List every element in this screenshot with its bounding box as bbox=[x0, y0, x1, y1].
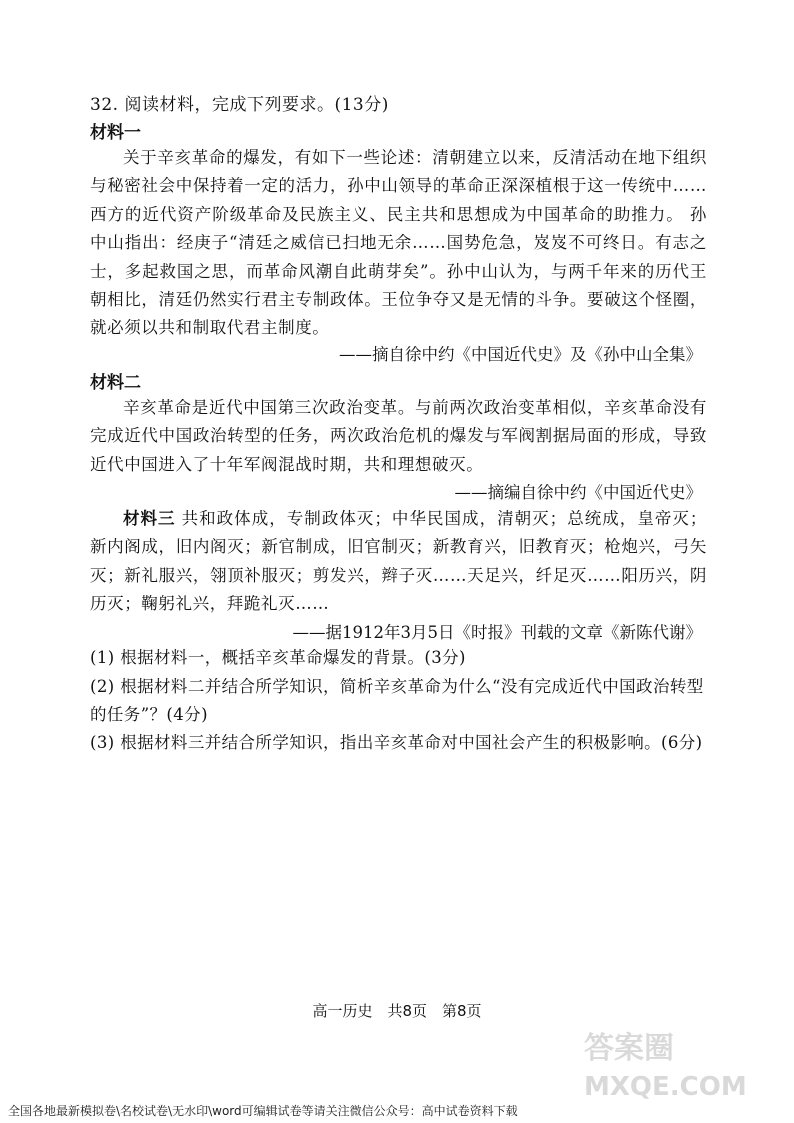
question-2: (2) 根据材料二并结合所学知识，简析辛亥革命为什么“没有完成近代中国政治转型的任务”？(4分) bbox=[90, 677, 704, 725]
material1-text: 关于辛亥革命的爆发，有如下一些论述：清朝建立以来，反清活动在地下组织与秘密社会中保持着一定的活力，孙中山领导的革命正深深植根于这一传统中……西方的近代资产阶级革命及民族主义、民主共和思想成为中国革命的助推力。 孙中山指出：经庚子“清廷之威信已扫地无余……国势危急，岌岌不可终日。有志之士，多起救国之思，而革命风潮自此萌芽矣”。孙中山认为，与两千年来的历代王朝相比，清廷仍然实行君主专制政体。王位争夺又是无情的斗争。要破这个怪圈，就必须以共和制取代君主制度。 bbox=[90, 148, 707, 338]
question-1: (1) 根据材料一，概括辛亥革命爆发的背景。(3分) bbox=[90, 648, 466, 667]
question-3: (3) 根据材料三并结合所学知识，指出辛亥革命对中国社会产生的积极影响。(6分) bbox=[90, 733, 703, 752]
question-title: 32. 阅读材料，完成下列要求。(13分) bbox=[90, 95, 389, 115]
material3-text: 共和政体成，专制政体灭；中华民国成，清朝灭；总统成，皇帝灭；新内阁成，旧内阁灭；新官制成，旧官制灭；新教育兴，旧教育灭；枪炮兴，弓矢灭；新礼服兴，翎顶补服灭；剪发兴，辫子灭……天足兴，纤足灭……阳历兴，阴历灭；鞠躬礼兴，拜跪礼灭…… bbox=[90, 509, 707, 614]
svg-text:MXQE.COM: MXQE.COM bbox=[584, 1072, 747, 1102]
material2-source: ——摘编自徐中约《中国近代史》 bbox=[454, 483, 702, 502]
material3-source: ——据1912年3月5日《时报》刊载的文章《新陈代谢》 bbox=[292, 623, 702, 642]
page-footer: 高一历史 共8页 第8页 bbox=[312, 1002, 482, 1020]
material3-heading: 材料三 bbox=[123, 509, 176, 528]
site-logo-watermark bbox=[574, 1023, 774, 1103]
bottom-note: 全国各地最新模拟卷\名校试卷\无水印\word可编辑试卷等请关注微信公众号：高中试卷资料下载 bbox=[8, 1104, 518, 1118]
svg-text:答案圈: 答案圈 bbox=[584, 1031, 674, 1066]
material2-heading: 材料二 bbox=[90, 373, 141, 393]
material3-block bbox=[90, 505, 707, 619]
material1-heading: 材料一 bbox=[90, 123, 141, 143]
material2-text: 辛亥革命是近代中国第三次政治变革。与前两次政治变革相似，辛亥革命没有完成近代中国政治转型的任务，两次政治危机的爆发与军阀割据局面的形成，导致近代中国进入了十年军阀混战时期，共和理想破灭。 bbox=[90, 398, 707, 474]
material1-source: ——摘自徐中约《中国近代史》及《孙中山全集》 bbox=[339, 345, 702, 364]
